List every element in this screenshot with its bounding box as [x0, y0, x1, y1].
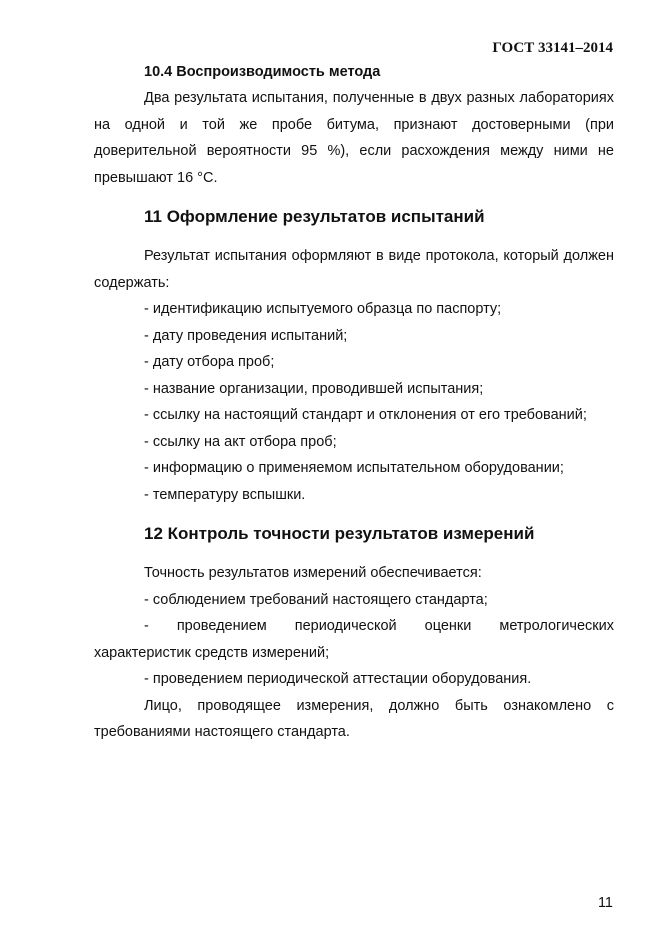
list-item: - название организации, проводившей испытания;	[144, 380, 484, 397]
list-item: - дату проведения испытаний;	[144, 327, 348, 344]
standard-code: ГОСТ 33141–2014	[492, 40, 613, 56]
section-10-4-text: Два результата испытания, полученные в двух разных лабораториях на одной и той же пробе битума, признают достоверными (при доверительной вероятности 95 %), если расхождения между ними не превышают 16 °C.	[94, 90, 614, 186]
section-12-title: 12 Контроль точности результатов измерений	[144, 524, 535, 543]
list-item: - идентификацию испытуемого образца по паспорту;	[144, 301, 502, 317]
list-item: - проведением периодической аттестации оборудования.	[144, 671, 532, 687]
list-item: - проведением периодической оценки метрологических характеристик средств измерений;	[94, 618, 614, 661]
list-item: - ссылку на акт отбора проб;	[144, 433, 337, 450]
list-item: - соблюдением требований настоящего стандарта;	[144, 591, 488, 608]
section-11-intro: Результат испытания оформляют в виде протокола, который должен содержать:	[94, 248, 614, 291]
section-10-4-title: 10.4 Воспроизводимость метода	[144, 64, 381, 80]
section-12-intro: Точность результатов измерений обеспечивается:	[144, 565, 482, 581]
list-item: - ссылку на настоящий стандарт и отклонения от его требований;	[144, 407, 587, 423]
page-content	[94, 59, 614, 746]
list-item: - температуру вспышки.	[144, 486, 306, 503]
list-item: - дату отбора проб;	[144, 354, 275, 370]
page-number: 11	[597, 895, 613, 911]
section-12-closing: Лицо, проводящее измерения, должно быть ознакомлено с требованиями настоящего стандарта.	[94, 697, 614, 740]
section-11-title: 11 Оформление результатов испытаний	[144, 207, 485, 226]
list-item: - информацию о применяемом испытательном оборудовании;	[144, 460, 564, 476]
